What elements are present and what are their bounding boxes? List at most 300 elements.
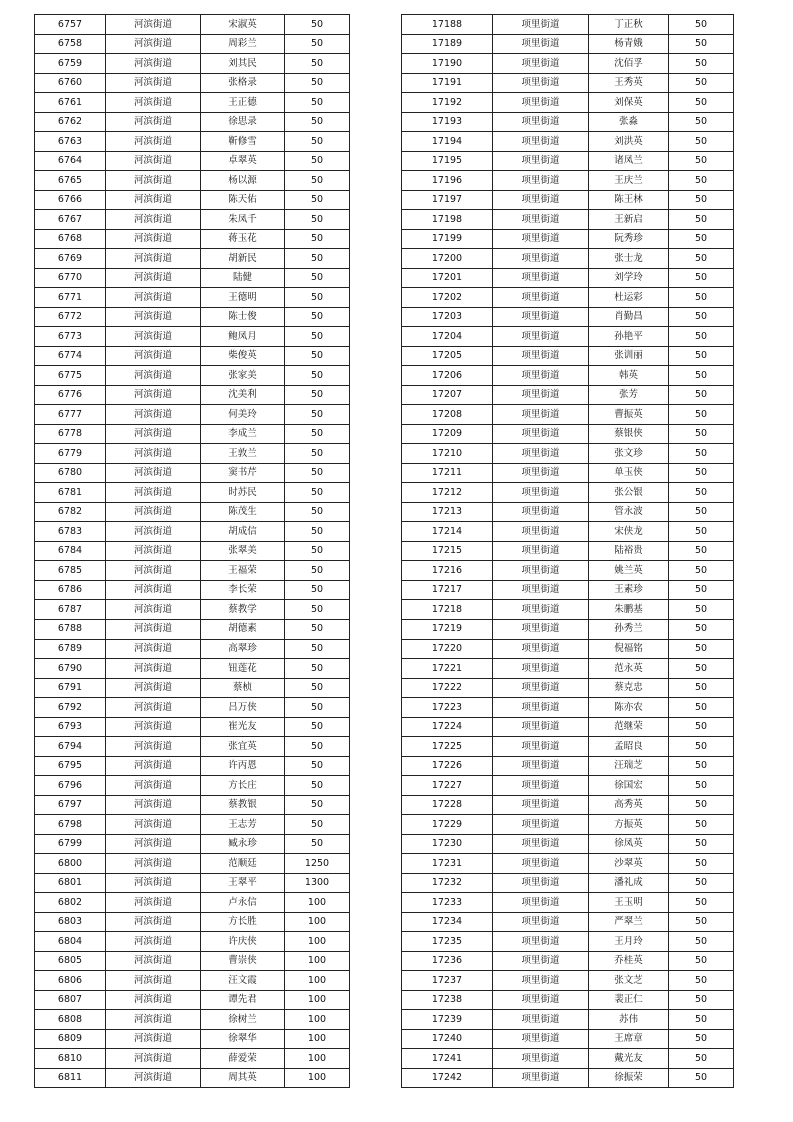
table-row — [402, 561, 734, 581]
name-cell: 钮莲花 — [201, 659, 285, 679]
street-cell: 项里街道 — [493, 249, 589, 269]
row-number-cell: 17219 — [402, 619, 493, 639]
name-cell: 杜运彩 — [589, 288, 669, 308]
table-row — [402, 385, 734, 405]
amount-cell: 50 — [669, 424, 734, 444]
table-row — [402, 463, 734, 483]
street-cell: 河滨街道 — [106, 541, 201, 561]
amount-cell: 50 — [669, 385, 734, 405]
row-number-cell: 17218 — [402, 600, 493, 620]
row-number-cell: 17188 — [402, 15, 493, 35]
name-cell: 宋淑英 — [201, 15, 285, 35]
amount-cell: 50 — [669, 971, 734, 991]
row-number-cell: 6763 — [35, 132, 106, 152]
table-row — [402, 854, 734, 874]
street-cell: 河滨街道 — [106, 405, 201, 425]
amount-cell: 100 — [285, 912, 350, 932]
row-number-cell: 6809 — [35, 1029, 106, 1049]
row-number-cell: 6795 — [35, 756, 106, 776]
table-row — [402, 541, 734, 561]
amount-cell: 50 — [669, 795, 734, 815]
name-cell: 徐国宏 — [589, 776, 669, 796]
street-cell: 河滨街道 — [106, 268, 201, 288]
street-cell: 河滨街道 — [106, 1049, 201, 1069]
left-table-body — [35, 15, 350, 1088]
street-cell: 河滨街道 — [106, 190, 201, 210]
right-table — [401, 14, 734, 1088]
street-cell: 项里街道 — [493, 815, 589, 835]
street-cell: 河滨街道 — [106, 249, 201, 269]
table-row — [35, 600, 350, 620]
row-number-cell: 6771 — [35, 288, 106, 308]
name-cell: 王素珍 — [589, 580, 669, 600]
row-number-cell: 6765 — [35, 171, 106, 191]
amount-cell: 50 — [669, 1029, 734, 1049]
row-number-cell: 6782 — [35, 502, 106, 522]
name-cell: 崔光友 — [201, 717, 285, 737]
amount-cell: 50 — [669, 151, 734, 171]
table-row — [402, 1049, 734, 1069]
row-number-cell: 17236 — [402, 951, 493, 971]
amount-cell: 50 — [669, 776, 734, 796]
table-row — [402, 600, 734, 620]
amount-cell: 50 — [285, 288, 350, 308]
name-cell: 丁正秋 — [589, 15, 669, 35]
street-cell: 河滨街道 — [106, 366, 201, 386]
street-cell: 河滨街道 — [106, 483, 201, 503]
amount-cell: 50 — [669, 210, 734, 230]
amount-cell: 50 — [669, 541, 734, 561]
table-row — [35, 268, 350, 288]
amount-cell: 50 — [669, 1068, 734, 1088]
name-cell: 王福荣 — [201, 561, 285, 581]
row-number-cell: 6789 — [35, 639, 106, 659]
name-cell: 宋侠龙 — [589, 522, 669, 542]
amount-cell: 50 — [669, 483, 734, 503]
street-cell: 河滨街道 — [106, 15, 201, 35]
street-cell: 河滨街道 — [106, 1029, 201, 1049]
name-cell: 许庆侠 — [201, 932, 285, 952]
street-cell: 河滨街道 — [106, 756, 201, 776]
row-number-cell: 17210 — [402, 444, 493, 464]
street-cell: 项里街道 — [493, 854, 589, 874]
street-cell: 河滨街道 — [106, 580, 201, 600]
row-number-cell: 6786 — [35, 580, 106, 600]
street-cell: 项里街道 — [493, 502, 589, 522]
street-cell: 项里街道 — [493, 912, 589, 932]
table-row — [402, 619, 734, 639]
amount-cell: 50 — [669, 132, 734, 152]
street-cell: 河滨街道 — [106, 561, 201, 581]
street-cell: 河滨街道 — [106, 639, 201, 659]
row-number-cell: 6767 — [35, 210, 106, 230]
table-row — [402, 268, 734, 288]
row-number-cell: 17189 — [402, 34, 493, 54]
street-cell: 河滨街道 — [106, 678, 201, 698]
street-cell: 项里街道 — [493, 268, 589, 288]
name-cell: 吕万侠 — [201, 698, 285, 718]
name-cell: 张翠美 — [201, 541, 285, 561]
table-row — [402, 424, 734, 444]
table-row — [35, 815, 350, 835]
amount-cell: 50 — [669, 659, 734, 679]
table-row — [35, 1068, 350, 1088]
name-cell: 戴光友 — [589, 1049, 669, 1069]
amount-cell: 50 — [669, 1010, 734, 1030]
amount-cell: 50 — [669, 249, 734, 269]
name-cell: 王秀英 — [589, 73, 669, 93]
row-number-cell: 17229 — [402, 815, 493, 835]
street-cell: 项里街道 — [493, 366, 589, 386]
name-cell: 孙艳平 — [589, 327, 669, 347]
table-row — [402, 678, 734, 698]
name-cell: 靳修雪 — [201, 132, 285, 152]
row-number-cell: 17222 — [402, 678, 493, 698]
row-number-cell: 6791 — [35, 678, 106, 698]
street-cell: 项里街道 — [493, 1029, 589, 1049]
table-row — [35, 249, 350, 269]
name-cell: 方长胜 — [201, 912, 285, 932]
amount-cell: 50 — [669, 561, 734, 581]
amount-cell: 50 — [285, 151, 350, 171]
name-cell: 张淼 — [589, 112, 669, 132]
street-cell: 项里街道 — [493, 893, 589, 913]
row-number-cell: 6758 — [35, 34, 106, 54]
row-number-cell: 6784 — [35, 541, 106, 561]
street-cell: 项里街道 — [493, 737, 589, 757]
table-row — [35, 405, 350, 425]
amount-cell: 50 — [285, 34, 350, 54]
street-cell: 河滨街道 — [106, 659, 201, 679]
table-row — [35, 717, 350, 737]
name-cell: 蔡教学 — [201, 600, 285, 620]
amount-cell: 50 — [285, 815, 350, 835]
street-cell: 河滨街道 — [106, 463, 201, 483]
street-cell: 项里街道 — [493, 1010, 589, 1030]
row-number-cell: 17196 — [402, 171, 493, 191]
name-cell: 王庆兰 — [589, 171, 669, 191]
table-row — [35, 541, 350, 561]
row-number-cell: 6774 — [35, 346, 106, 366]
table-row — [402, 893, 734, 913]
row-number-cell: 17195 — [402, 151, 493, 171]
table-row — [35, 834, 350, 854]
table-row — [402, 405, 734, 425]
name-cell: 王席章 — [589, 1029, 669, 1049]
name-cell: 韩英 — [589, 366, 669, 386]
street-cell: 项里街道 — [493, 659, 589, 679]
amount-cell: 50 — [669, 1049, 734, 1069]
name-cell: 曹振英 — [589, 405, 669, 425]
name-cell: 杨青娥 — [589, 34, 669, 54]
table-row — [35, 854, 350, 874]
name-cell: 孟昭良 — [589, 737, 669, 757]
street-cell: 河滨街道 — [106, 444, 201, 464]
name-cell: 许丙恩 — [201, 756, 285, 776]
table-row — [35, 288, 350, 308]
name-cell: 王翠平 — [201, 873, 285, 893]
street-cell: 项里街道 — [493, 756, 589, 776]
row-number-cell: 6768 — [35, 229, 106, 249]
street-cell: 河滨街道 — [106, 54, 201, 74]
row-number-cell: 17194 — [402, 132, 493, 152]
row-number-cell: 17230 — [402, 834, 493, 854]
street-cell: 河滨街道 — [106, 990, 201, 1010]
street-cell: 项里街道 — [493, 385, 589, 405]
table-row — [402, 210, 734, 230]
amount-cell: 50 — [669, 190, 734, 210]
amount-cell: 50 — [285, 698, 350, 718]
name-cell: 李长荣 — [201, 580, 285, 600]
name-cell: 陈士俊 — [201, 307, 285, 327]
name-cell: 王玉明 — [589, 893, 669, 913]
amount-cell: 50 — [669, 698, 734, 718]
name-cell: 沈美利 — [201, 385, 285, 405]
amount-cell: 50 — [669, 639, 734, 659]
street-cell: 河滨街道 — [106, 210, 201, 230]
street-cell: 项里街道 — [493, 54, 589, 74]
name-cell: 姚兰英 — [589, 561, 669, 581]
table-row — [402, 54, 734, 74]
street-cell: 河滨街道 — [106, 815, 201, 835]
name-cell: 张公银 — [589, 483, 669, 503]
table-row — [35, 171, 350, 191]
table-row — [35, 444, 350, 464]
name-cell: 徐凤英 — [589, 834, 669, 854]
row-number-cell: 6764 — [35, 151, 106, 171]
table-row — [35, 1029, 350, 1049]
row-number-cell: 6760 — [35, 73, 106, 93]
name-cell: 陈亦农 — [589, 698, 669, 718]
table-row — [35, 93, 350, 113]
table-row — [402, 639, 734, 659]
row-number-cell: 6785 — [35, 561, 106, 581]
street-cell: 项里街道 — [493, 327, 589, 347]
row-number-cell: 17238 — [402, 990, 493, 1010]
amount-cell: 50 — [669, 580, 734, 600]
table-row — [35, 210, 350, 230]
amount-cell: 50 — [669, 522, 734, 542]
name-cell: 徐振荣 — [589, 1068, 669, 1088]
table-row — [402, 346, 734, 366]
row-number-cell: 6759 — [35, 54, 106, 74]
amount-cell: 50 — [669, 737, 734, 757]
table-row — [402, 971, 734, 991]
row-number-cell: 6777 — [35, 405, 106, 425]
table-row — [35, 229, 350, 249]
name-cell: 王正德 — [201, 93, 285, 113]
table-row — [35, 190, 350, 210]
row-number-cell: 6799 — [35, 834, 106, 854]
row-number-cell: 6792 — [35, 698, 106, 718]
amount-cell: 50 — [285, 737, 350, 757]
amount-cell: 50 — [285, 756, 350, 776]
name-cell: 胡德素 — [201, 619, 285, 639]
table-row — [35, 151, 350, 171]
row-number-cell: 6762 — [35, 112, 106, 132]
table-row — [35, 912, 350, 932]
amount-cell: 50 — [285, 541, 350, 561]
street-cell: 河滨街道 — [106, 307, 201, 327]
row-number-cell: 6778 — [35, 424, 106, 444]
street-cell: 河滨街道 — [106, 912, 201, 932]
row-number-cell: 17232 — [402, 873, 493, 893]
name-cell: 王敦兰 — [201, 444, 285, 464]
amount-cell: 50 — [285, 327, 350, 347]
table-row — [402, 873, 734, 893]
street-cell: 河滨街道 — [106, 385, 201, 405]
street-cell: 项里街道 — [493, 444, 589, 464]
amount-cell: 50 — [669, 873, 734, 893]
amount-cell: 50 — [285, 795, 350, 815]
street-cell: 河滨街道 — [106, 737, 201, 757]
name-cell: 周彩兰 — [201, 34, 285, 54]
table-row — [35, 678, 350, 698]
name-cell: 王新启 — [589, 210, 669, 230]
table-row — [402, 483, 734, 503]
street-cell: 项里街道 — [493, 229, 589, 249]
amount-cell: 50 — [285, 190, 350, 210]
street-cell: 项里街道 — [493, 132, 589, 152]
row-number-cell: 17208 — [402, 405, 493, 425]
name-cell: 肖勤昌 — [589, 307, 669, 327]
amount-cell: 50 — [285, 112, 350, 132]
amount-cell: 50 — [669, 990, 734, 1010]
table-row — [35, 366, 350, 386]
row-number-cell: 6769 — [35, 249, 106, 269]
amount-cell: 50 — [669, 307, 734, 327]
street-cell: 河滨街道 — [106, 698, 201, 718]
table-row — [35, 795, 350, 815]
row-number-cell: 17217 — [402, 580, 493, 600]
name-cell: 朱鹏基 — [589, 600, 669, 620]
amount-cell: 50 — [285, 424, 350, 444]
name-cell: 单玉侠 — [589, 463, 669, 483]
table-row — [35, 756, 350, 776]
row-number-cell: 17192 — [402, 93, 493, 113]
amount-cell: 100 — [285, 1068, 350, 1088]
amount-cell: 50 — [669, 463, 734, 483]
table-row — [35, 971, 350, 991]
row-number-cell: 6783 — [35, 522, 106, 542]
name-cell: 徐翠华 — [201, 1029, 285, 1049]
name-cell: 沈佰孚 — [589, 54, 669, 74]
name-cell: 卢永信 — [201, 893, 285, 913]
street-cell: 河滨街道 — [106, 854, 201, 874]
street-cell: 河滨街道 — [106, 619, 201, 639]
row-number-cell: 17209 — [402, 424, 493, 444]
name-cell: 张文珍 — [589, 444, 669, 464]
street-cell: 项里街道 — [493, 346, 589, 366]
name-cell: 蔡桢 — [201, 678, 285, 698]
table-row — [402, 932, 734, 952]
street-cell: 项里街道 — [493, 580, 589, 600]
row-number-cell: 6803 — [35, 912, 106, 932]
table-row — [35, 463, 350, 483]
street-cell: 项里街道 — [493, 971, 589, 991]
amount-cell: 50 — [285, 249, 350, 269]
street-cell: 项里街道 — [493, 73, 589, 93]
amount-cell: 50 — [285, 580, 350, 600]
amount-cell: 50 — [669, 405, 734, 425]
table-row — [402, 1029, 734, 1049]
table-row — [402, 73, 734, 93]
amount-cell: 50 — [669, 229, 734, 249]
street-cell: 河滨街道 — [106, 93, 201, 113]
street-cell: 河滨街道 — [106, 112, 201, 132]
amount-cell: 50 — [285, 54, 350, 74]
table-row — [402, 249, 734, 269]
amount-cell: 50 — [669, 502, 734, 522]
street-cell: 项里街道 — [493, 951, 589, 971]
name-cell: 潘礼成 — [589, 873, 669, 893]
amount-cell: 50 — [669, 600, 734, 620]
name-cell: 方长庄 — [201, 776, 285, 796]
row-number-cell: 17225 — [402, 737, 493, 757]
row-number-cell: 17198 — [402, 210, 493, 230]
row-number-cell: 6800 — [35, 854, 106, 874]
table-row — [35, 639, 350, 659]
table-row — [35, 502, 350, 522]
street-cell: 项里街道 — [493, 698, 589, 718]
table-row — [402, 502, 734, 522]
name-cell: 柴俊英 — [201, 346, 285, 366]
table-row — [35, 54, 350, 74]
table-row — [35, 659, 350, 679]
amount-cell: 50 — [669, 854, 734, 874]
name-cell: 张芳 — [589, 385, 669, 405]
row-number-cell: 6808 — [35, 1010, 106, 1030]
name-cell: 蔡银侠 — [589, 424, 669, 444]
street-cell: 项里街道 — [493, 990, 589, 1010]
street-cell: 河滨街道 — [106, 776, 201, 796]
street-cell: 项里街道 — [493, 600, 589, 620]
row-number-cell: 6805 — [35, 951, 106, 971]
table-row — [402, 776, 734, 796]
amount-cell: 100 — [285, 1049, 350, 1069]
amount-cell: 50 — [669, 54, 734, 74]
table-row — [402, 912, 734, 932]
amount-cell: 50 — [285, 307, 350, 327]
name-cell: 曹崇侠 — [201, 951, 285, 971]
row-number-cell: 17224 — [402, 717, 493, 737]
name-cell: 刘其民 — [201, 54, 285, 74]
amount-cell: 100 — [285, 990, 350, 1010]
name-cell: 徐树兰 — [201, 1010, 285, 1030]
table-row — [402, 795, 734, 815]
street-cell: 河滨街道 — [106, 834, 201, 854]
name-cell: 蔡教银 — [201, 795, 285, 815]
amount-cell: 50 — [285, 522, 350, 542]
table-row — [35, 932, 350, 952]
table-row — [402, 522, 734, 542]
name-cell: 胡成信 — [201, 522, 285, 542]
name-cell: 刘洪英 — [589, 132, 669, 152]
amount-cell: 50 — [669, 619, 734, 639]
row-number-cell: 6794 — [35, 737, 106, 757]
row-number-cell: 6770 — [35, 268, 106, 288]
table-row — [35, 776, 350, 796]
table-row — [402, 717, 734, 737]
amount-cell: 50 — [285, 659, 350, 679]
street-cell: 项里街道 — [493, 288, 589, 308]
name-cell: 谭先君 — [201, 990, 285, 1010]
name-cell: 倪福铭 — [589, 639, 669, 659]
street-cell: 项里街道 — [493, 1049, 589, 1069]
amount-cell: 50 — [285, 132, 350, 152]
table-row — [35, 385, 350, 405]
street-cell: 项里街道 — [493, 34, 589, 54]
